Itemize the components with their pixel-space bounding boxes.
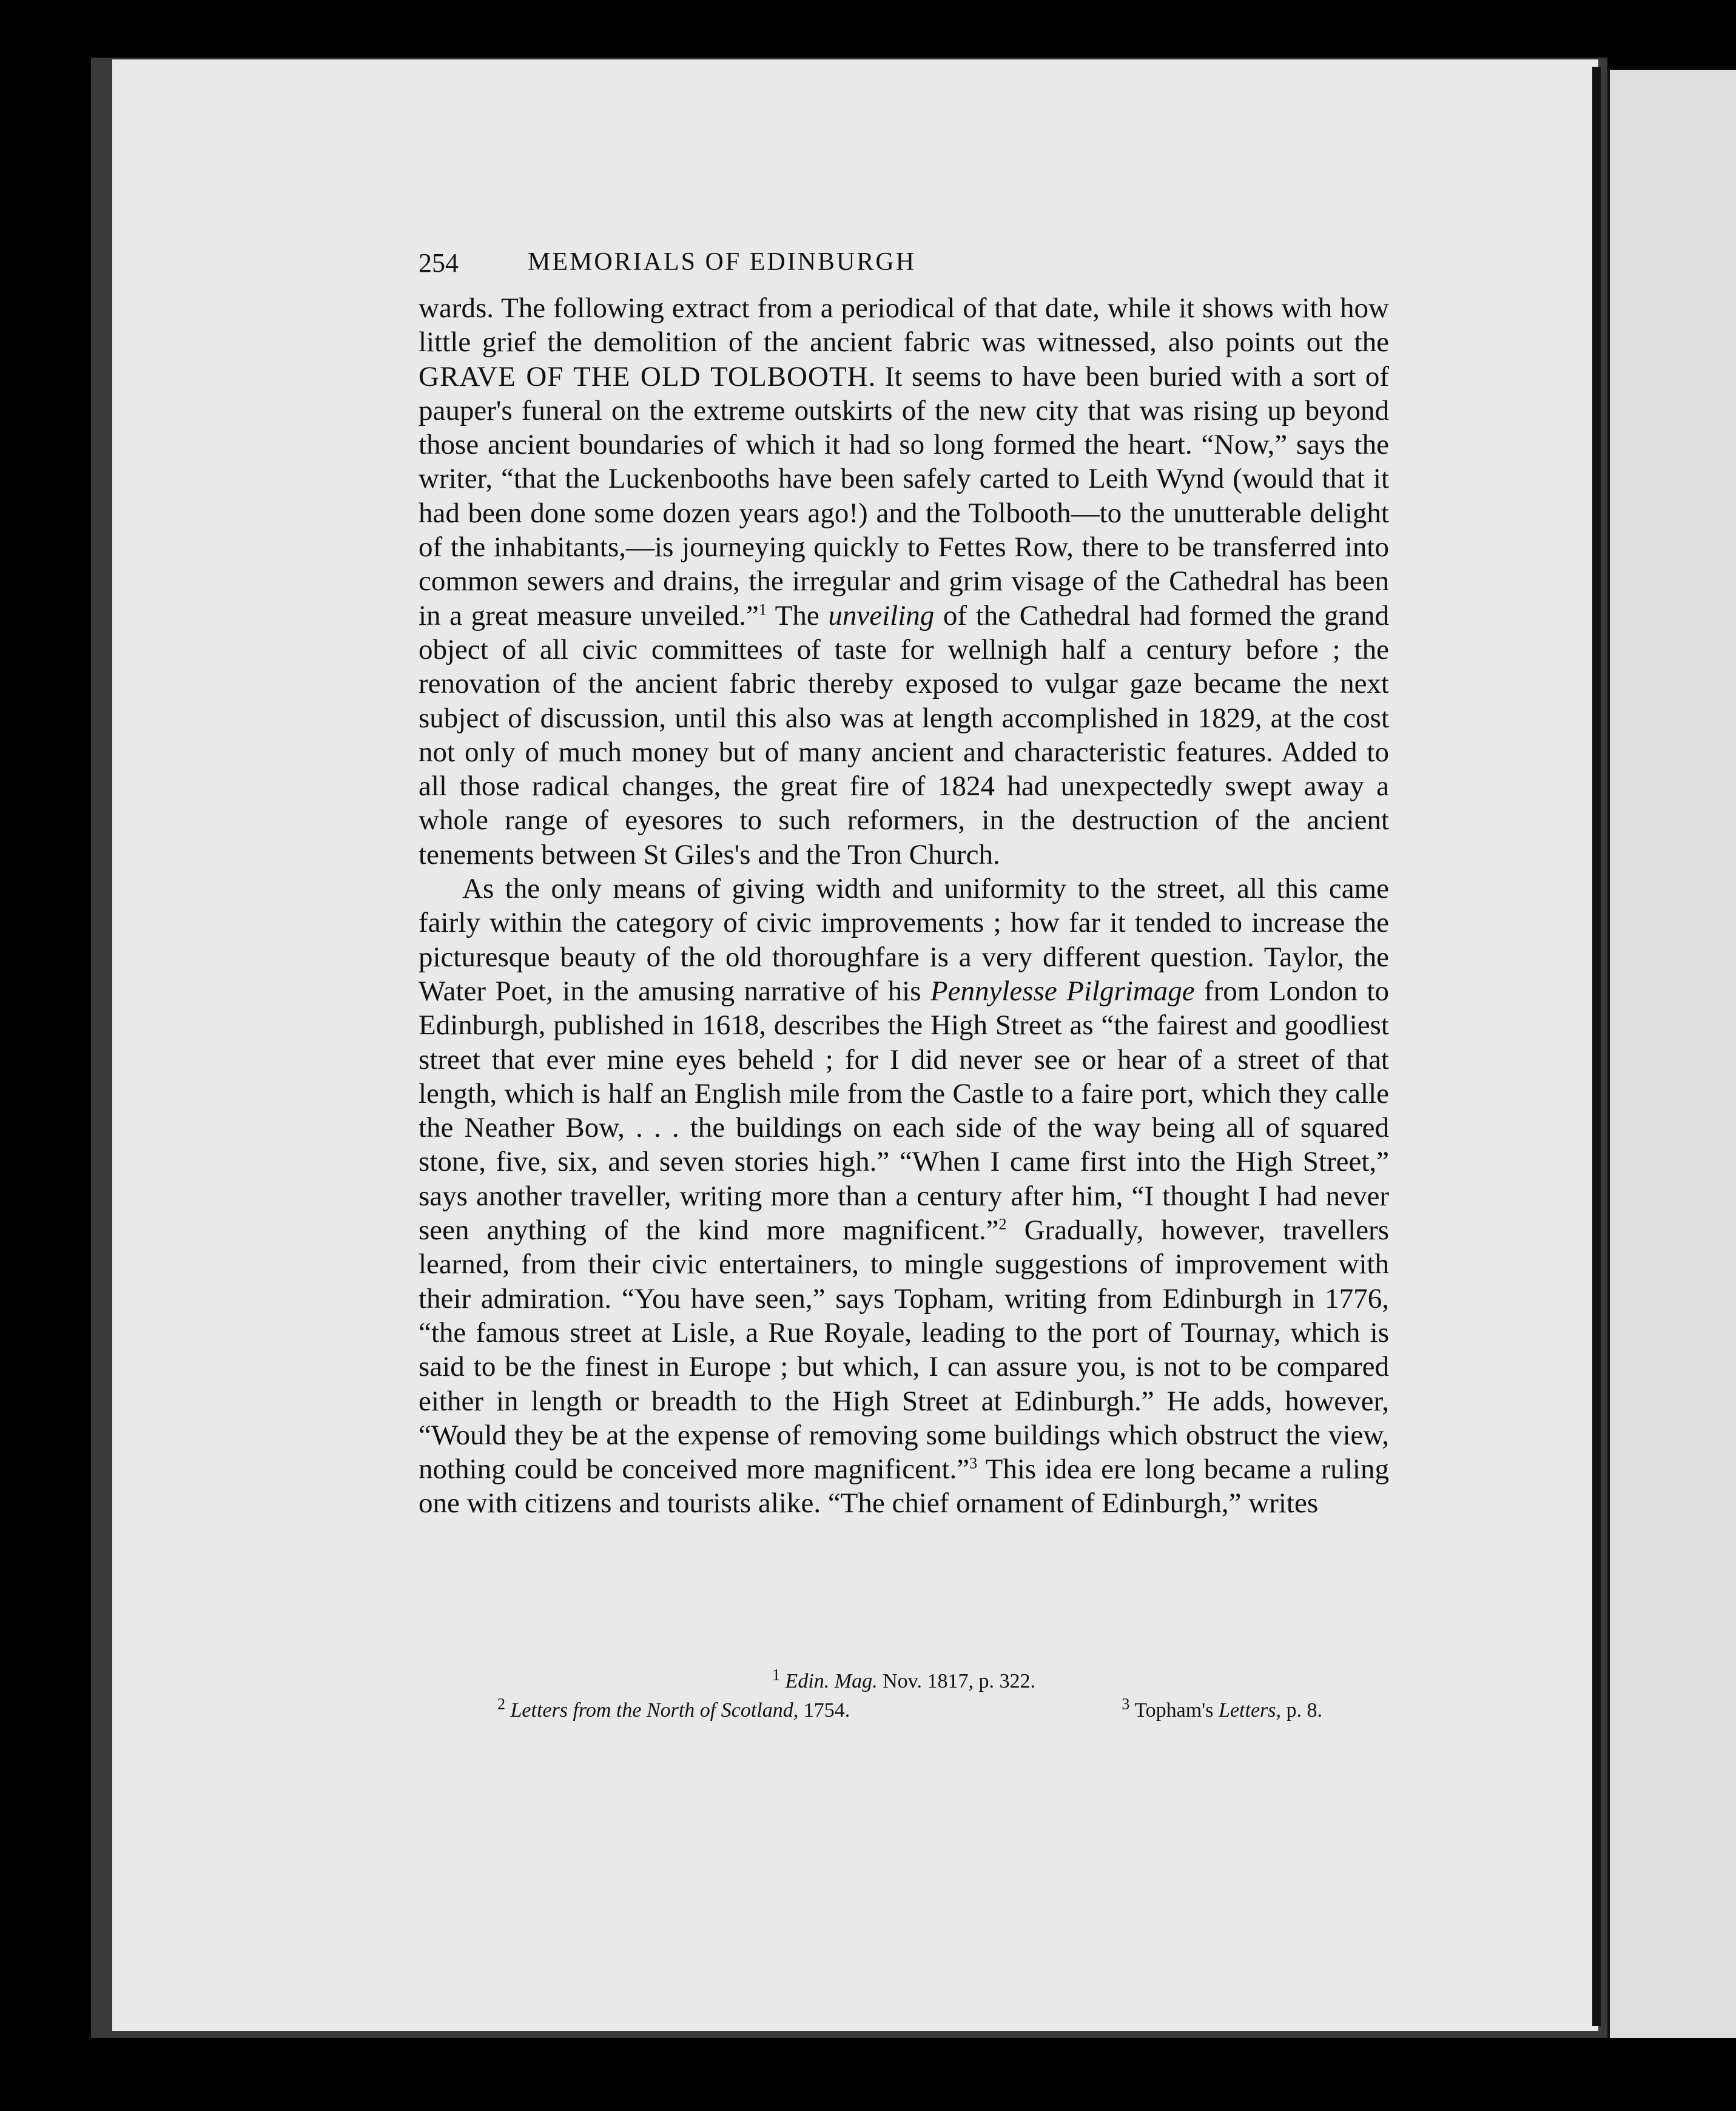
italic-term: unveiling xyxy=(828,599,935,631)
smallcaps-heading: GRAVE OF THE OLD TOLBOOTH xyxy=(419,360,869,392)
body-text xyxy=(419,291,1389,1521)
book-gutter xyxy=(1592,67,1601,2026)
footnote-1: $^1$ Edin. Mag. Nov. 1817, p. 322. xyxy=(772,1666,1035,1692)
footnote-2: $^2$ Letters from the North of Scotland, 1754. xyxy=(497,1695,850,1722)
footnote-ref-3: 3 xyxy=(969,1454,978,1472)
footnotes xyxy=(419,1667,1389,1725)
paragraph-2: As the only means of giving width and uniformity to the street, all this came fairly within the category of civic improvements ; how far it tended to increase the picturesque beauty of the old thoroughfare is a very different question. Taylor, the Water Poet, in the amusing narrative of his Pennylesse Pilgrimage from London to Edinburgh, published in 1618, describes the High Street as “the fairest and goodliest street that ever mine eyes beheld ; for I did never see or hear of a street of that length, which is half an English mile from the Castle to a faire port, which they calle the Neather Bow, . . . the buildings on each side of the way being all of squared stone, five, six, and seven stories high.” “When I came first into the High Street,” says another traveller, writing more than a century after him, “I thought I had never seen anything of the kind more magnificent.”$^2$ Gradually, however, travellers learned, from their civic entertainers, to mingle suggestions of improvement with their admiration. “You have seen,” says Topham, writing from Edinburgh in 1776, “the famous street at Lisle, a Rue Royale, leading to the port of Tournay, which is said to be the finest in Europe ; but which, I can assure you, is not to be compared either in length or breadth to the High Street at Edinburgh.” He adds, however, “Would they be at the expense of removing some buildings which obstruct the view, nothing could be conceived more magnificent.”$^3$ This idea ere long became a ruling one with citizens and tourists alike. “The chief ornament of Edinburgh,” writes xyxy=(419,873,1390,1520)
page-header xyxy=(419,247,1401,290)
page-number: 254 xyxy=(419,248,459,278)
footnote-row xyxy=(419,1696,1389,1725)
paragraph-1: wards. The following extract from a periodical of that date, while it shows with how little grief the demolition of the ancient fabric was witnessed, also points out the GRAVE OF THE OLD TOLBOOTH. It seems to have been buried with a sort of pauper's funeral on the extreme outskirts of the new city that was rising up beyond those ancient boundaries of which it had so long formed the heart. “Now,” says the writer, “that the Luckenbooths have been safely carted to Leith Wynd (would that it had been done some dozen years ago!) and the Tolbooth—to the unutterable delight of the inhabitants,—is journeying quickly to Fettes Row, there to be transferred into common sewers and drains, the irregular and grim visage of the Cathedral has been in a great measure unveiled.”$^1$ The unveiling of the Cathedral had formed the grand object of all civic committees of taste for wellnigh half a century before ; the renovation of the ancient fabric thereby exposed to vulgar gaze became the next subject of discussion, until this also was at length accomplished in 1829, at the cost not only of much money but of many ancient and characteristic features. Added to all those radical changes, the great fire of 1824 had unexpectedly swept away a whole range of eyesores to such reformers, in the destruction of the ancient tenements between St Giles's and the Tron Church. xyxy=(419,292,1390,870)
italic-book-title: Pennylesse Pilgrimage xyxy=(930,975,1195,1007)
footnote-ref-2: 2 xyxy=(998,1215,1007,1233)
footnote-3: $^3$ Topham's Letters, p. 8. xyxy=(1122,1695,1322,1722)
footnote-ref-1: 1 xyxy=(758,601,767,619)
facing-page-edge xyxy=(1607,70,1736,2038)
running-title: MEMORIALS OF EDINBURGH xyxy=(528,248,917,276)
